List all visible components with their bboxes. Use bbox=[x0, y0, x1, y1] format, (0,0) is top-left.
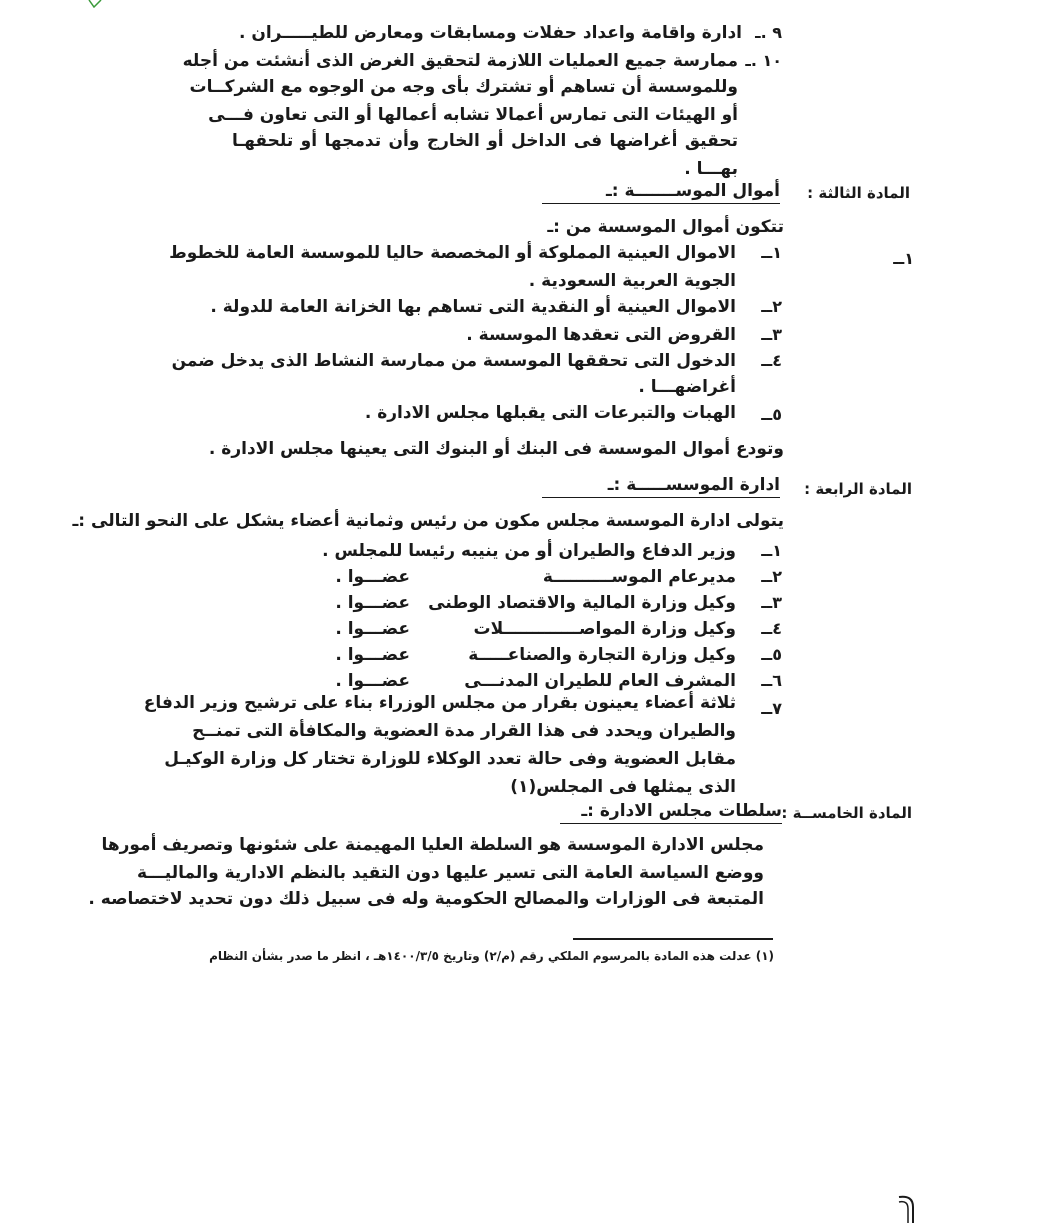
article-3-item-2-number: ٢ــ bbox=[761, 297, 782, 316]
article-3-item-4-number: ٤ــ bbox=[761, 351, 782, 370]
article-3-intro: تتكون أموال الموسسة من :ـ bbox=[547, 217, 784, 237]
item-10-line-1: ممارسة جميع العمليات اللازمة لتحقيق الغرض الذى أنشئت من أجله bbox=[182, 51, 738, 71]
article-5-line-1: مجلس الادارة الموسسة هو السلطة العليا المهيمنة على شئونها وتصريف أمورها bbox=[101, 835, 764, 855]
article-3-item-3-number: ٣ــ bbox=[761, 325, 782, 344]
article-4-item-5-role: عضـــوا . bbox=[335, 645, 410, 665]
article-4-item-6-text: المشرف العام للطيران المدنـــى bbox=[464, 671, 736, 691]
article-3-title: أموال الموســـــــة :ـ bbox=[542, 180, 780, 204]
article-3-closing: وتودع أموال الموسسة فى البنك أو البنوك التى يعينها مجلس الادارة . bbox=[208, 439, 784, 459]
article-5-title: سلطات مجلس الادارة :ـ bbox=[560, 800, 782, 824]
article-3-item-1-line-2: الجوية العربية السعودية . bbox=[528, 271, 736, 291]
article-3-item-5-text: الهبات والتبرعات التى يقبلها مجلس الادارة . bbox=[364, 403, 736, 423]
corner-bracket-icon bbox=[897, 1193, 917, 1223]
article-4-item-7-number: ٧ــ bbox=[761, 699, 782, 718]
article-5-line-3: المتبعة فى الوزارات والمصالح الحكومية وله فى سبيل ذلك دون تحديد لاختصاصه . bbox=[88, 889, 764, 909]
article-4-item-5-text: وكيل وزارة التجارة والصناعـــــة bbox=[468, 645, 736, 665]
article-3-side-number: ١ــ bbox=[893, 249, 914, 268]
article-4-item-7-line-3: مقابل العضوية وفى حالة تعدد الوكلاء للوزارة تختار كل وزارة الوكيـل bbox=[164, 749, 736, 769]
item-9-number: ٩ .ـ bbox=[755, 23, 782, 42]
article-4-item-1-text: وزير الدفاع والطيران أو من ينيبه رئيسا للمجلس . bbox=[322, 541, 736, 561]
article-4-item-4-role: عضـــوا . bbox=[335, 619, 410, 639]
item-10-line-2: وللموسسة أن تساهم أو تشترك بأى وجه من الوجوه مع الشركــات bbox=[189, 77, 738, 97]
article-4-title: ادارة الموسســـــة :ـ bbox=[542, 474, 780, 498]
article-3-item-5-number: ٥ــ bbox=[761, 405, 782, 424]
item-10-line-5: بهـــا . bbox=[684, 159, 738, 179]
article-3-item-4-line-1: الدخول التى تحققها الموسسة من ممارسة النشاط الذى يدخل ضمن bbox=[171, 351, 736, 371]
article-4-item-4-number: ٤ــ bbox=[761, 619, 782, 638]
article-5-label: المادة الخامســة : bbox=[781, 804, 912, 822]
article-4-item-7-line-2: والطيران ويحدد فى هذا القرار مدة العضوية والمكافأة التى تمنــح bbox=[192, 721, 736, 741]
item-10-line-3: أو الهيئات التى تمارس أعمالا تشابه أعمالها أو التى تعاون فـــى bbox=[208, 105, 738, 125]
footnote-text: (١) عدلت هذه المادة بالمرسوم الملكي رقم (م/٢) وتاريخ ١٤٠٠/٣/٥هـ ، انظر ما صدر بشأن النظام bbox=[209, 949, 774, 963]
article-4-item-5-number: ٥ــ bbox=[761, 645, 782, 664]
article-3-item-4-line-2: أغراضهـــا . bbox=[638, 377, 736, 397]
article-3-item-1-number: ١ــ bbox=[761, 243, 782, 262]
article-4-item-4-text: وكيل وزارة المواصـــــــــــــلات bbox=[473, 619, 736, 639]
item-10-number: ١٠ .ـ bbox=[745, 51, 782, 70]
article-4-intro: يتولى ادارة الموسسة مجلس مكون من رئيس وثمانية أعضاء يشكل على النحو التالى :ـ bbox=[72, 511, 784, 531]
article-4-item-7-line-4: الذى يمثلها فى المجلس(١) bbox=[510, 777, 736, 797]
article-4-item-6-role: عضـــوا . bbox=[335, 671, 410, 691]
footnote-divider bbox=[573, 938, 773, 940]
article-3-item-1-line-1: الاموال العينية المملوكة أو المخصصة حاليا للموسسة العامة للخطوط bbox=[169, 243, 736, 263]
article-4-item-2-number: ٢ــ bbox=[761, 567, 782, 586]
article-3-item-2-text: الاموال العينية أو النقدية التى تساهم بها الخزانة العامة للدولة . bbox=[210, 297, 736, 317]
article-4-item-1-number: ١ــ bbox=[761, 541, 782, 560]
article-4-item-3-number: ٣ــ bbox=[761, 593, 782, 612]
article-4-item-7-line-1: ثلاثة أعضاء يعينون بقرار من مجلس الوزراء بناء على ترشيح وزير الدفاع bbox=[143, 693, 736, 713]
article-4-item-2-role: عضـــوا . bbox=[335, 567, 410, 587]
edge-mark-icon bbox=[88, 0, 102, 8]
item-9-text: ادارة واقامة واعداد حفلات ومسابقات ومعارض للطيـــــران . bbox=[238, 23, 742, 43]
item-10-line-4: تحقيق أغراضها فى الداخل أو الخارج وأن تدمجها أو تلحقهـا bbox=[232, 131, 738, 151]
article-4-item-3-role: عضـــوا . bbox=[335, 593, 410, 613]
article-4-label: المادة الرابعة : bbox=[804, 480, 912, 498]
article-3-item-3-text: القروض التى تعقدها الموسسة . bbox=[466, 325, 736, 345]
article-3-label: المادة الثالثة : bbox=[807, 184, 910, 202]
article-4-item-3-text: وكيل وزارة المالية والاقتصاد الوطنى bbox=[428, 593, 736, 613]
article-4-item-2-text: مديرعام الموســــــــــة bbox=[542, 567, 736, 587]
article-4-item-6-number: ٦ــ bbox=[761, 671, 782, 690]
article-5-line-2: ووضع السياسة العامة التى تسير عليها دون التقيد بالنظم الادارية والماليـــة bbox=[137, 863, 764, 883]
